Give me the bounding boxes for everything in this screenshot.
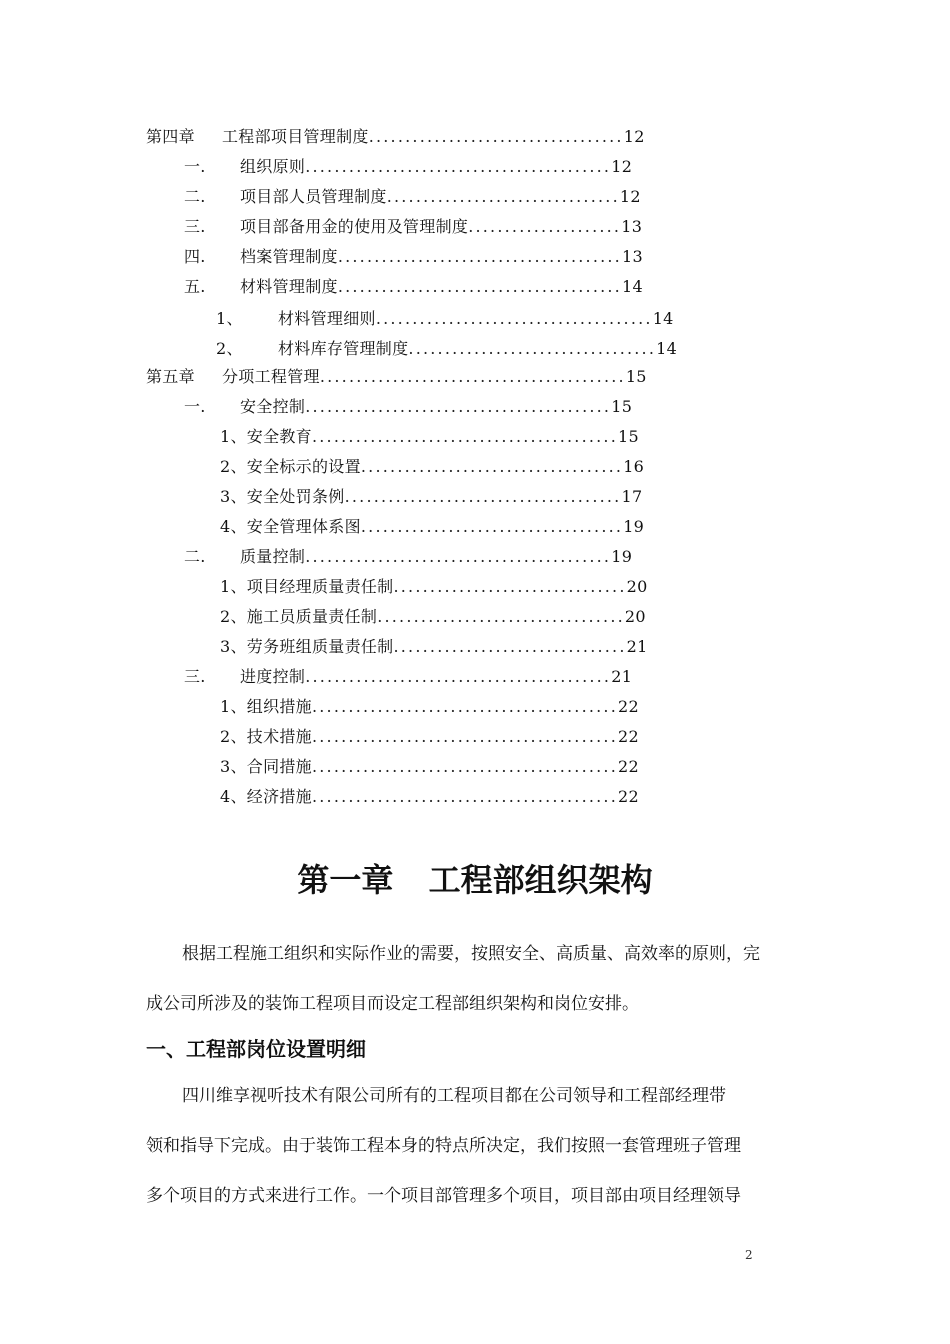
toc-entry[interactable]: 2、 材料库存管理制度..................................14: [216, 339, 678, 358]
toc-entry[interactable]: 3、合同措施..........................................22: [220, 757, 639, 776]
toc-entry[interactable]: 3、安全处罚条例......................................17: [220, 487, 643, 506]
toc-entry[interactable]: 4、经济措施..........................................22: [220, 787, 639, 806]
toc-entry[interactable]: 1、项目经理质量责任制................................20: [220, 577, 648, 596]
toc-entry[interactable]: 三. 项目部备用金的使用及管理制度.....................13: [184, 217, 643, 236]
toc-entry[interactable]: 4、安全管理体系图....................................19: [220, 517, 645, 536]
paragraph-line: 领和指导下完成。由于装饰工程本身的特点所决定，我们按照一套管理班子管理: [146, 1136, 741, 1156]
toc-entry[interactable]: 一. 安全控制..........................................15: [184, 397, 633, 416]
toc-entry[interactable]: 二. 质量控制..........................................19: [184, 547, 633, 566]
paragraph-line: 成公司所涉及的装饰工程项目而设定工程部组织架构和岗位安排。: [146, 994, 639, 1014]
toc-entry[interactable]: 1、 材料管理细则......................................14: [216, 309, 674, 328]
page-number: 2: [745, 1248, 753, 1262]
toc-entry[interactable]: 四. 档案管理制度.......................................13: [184, 247, 643, 266]
toc-entry[interactable]: 2、技术措施..........................................22: [220, 727, 639, 746]
toc-entry-chapter4[interactable]: 第四章 工程部项目管理制度...................................12: [146, 127, 645, 146]
toc-entry[interactable]: 三. 进度控制..........................................21: [184, 667, 633, 686]
toc-entry[interactable]: 二. 项目部人员管理制度................................12: [184, 187, 641, 206]
toc-entry[interactable]: 2、安全标示的设置....................................16: [220, 457, 645, 476]
chapter-title: 第一章 工程部组织架构: [297, 861, 653, 899]
toc-entry[interactable]: 2、施工员质量责任制..................................20: [220, 607, 646, 626]
toc-entry[interactable]: 五. 材料管理制度.......................................14: [184, 277, 643, 296]
section-title: 一、工程部岗位设置明细: [146, 1037, 366, 1061]
paragraph-line: 多个项目的方式来进行工作。一个项目部管理多个项目，项目部由项目经理领导: [146, 1186, 741, 1206]
toc-entry[interactable]: 1、组织措施..........................................22: [220, 697, 639, 716]
toc-entry[interactable]: 3、劳务班组质量责任制................................21: [220, 637, 648, 656]
toc-entry[interactable]: 1、安全教育..........................................15: [220, 427, 639, 446]
toc-entry[interactable]: 一. 组织原则..........................................12: [184, 157, 633, 176]
toc-entry-chapter5[interactable]: 第五章 分项工程管理..........................................15: [146, 367, 647, 386]
paragraph-line: 根据工程施工组织和实际作业的需要，按照安全、高质量、高效率的原则，完: [182, 944, 760, 964]
paragraph-line: 四川维享视听技术有限公司所有的工程项目都在公司领导和工程部经理带: [182, 1086, 726, 1106]
